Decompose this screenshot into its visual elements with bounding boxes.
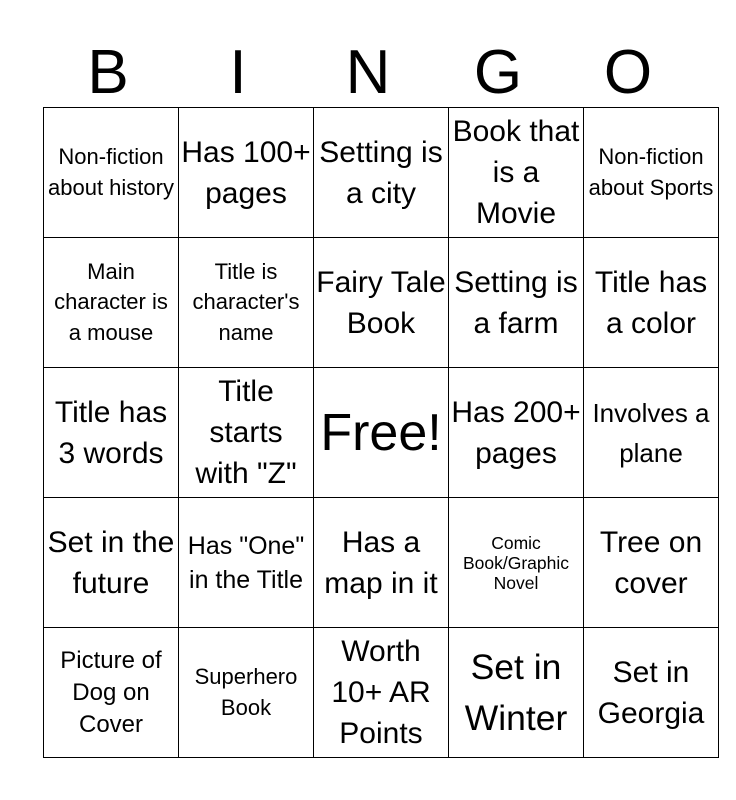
bingo-cell[interactable] [44, 628, 179, 758]
bingo-cell[interactable] [314, 498, 449, 628]
cell-text: Set in Georgia [597, 655, 705, 730]
bingo-cell[interactable] [584, 108, 719, 238]
header-letter-n: N [345, 38, 391, 107]
cell-text: Tree on cover [599, 525, 703, 600]
free-space-cell[interactable] [314, 368, 449, 498]
bingo-cell[interactable] [179, 108, 314, 238]
bingo-cell[interactable] [449, 368, 584, 498]
bingo-cell[interactable] [584, 498, 719, 628]
cell-text: Has "One" in the Title [187, 531, 305, 594]
free-space-text: Free! [320, 403, 442, 462]
header-letter-g: G [473, 38, 523, 107]
bingo-cell[interactable] [314, 108, 449, 238]
bingo-cell[interactable] [44, 368, 179, 498]
cell-text: Setting is a farm [454, 265, 578, 340]
cell-text: Has 100+ pages [181, 135, 311, 210]
cell-text: Set in Winter [464, 646, 568, 738]
bingo-cell[interactable] [449, 238, 584, 368]
bingo-cell[interactable] [44, 498, 179, 628]
header-letter-b: B [87, 38, 129, 107]
cell-text: Title is character's name [192, 258, 300, 345]
cell-text: Non-fiction about history [48, 144, 174, 200]
cell-text: Title starts with "Z" [195, 375, 297, 490]
cell-text: Has 200+ pages [451, 395, 581, 470]
cell-text: Fairy Tale Book [316, 265, 446, 340]
bingo-cell[interactable] [44, 238, 179, 368]
bingo-cell[interactable] [449, 108, 584, 238]
cell-text: Main character is a mouse [54, 258, 168, 345]
cell-text: Title has a color [594, 265, 708, 340]
bingo-header [43, 40, 693, 106]
bingo-cell[interactable] [449, 628, 584, 758]
bingo-cell[interactable] [179, 498, 314, 628]
bingo-cell[interactable] [179, 238, 314, 368]
cell-text: Non-fiction about Sports [588, 144, 714, 200]
bingo-cell[interactable] [314, 238, 449, 368]
board-row [44, 628, 719, 758]
cell-text: Involves a plane [592, 397, 710, 468]
bingo-cell[interactable] [584, 628, 719, 758]
bingo-cell[interactable] [179, 368, 314, 498]
cell-text: Book that is a Movie [452, 115, 580, 230]
cell-text: Setting is a city [319, 135, 443, 210]
bingo-cell[interactable] [584, 368, 719, 498]
header-letter-i: I [229, 38, 247, 107]
bingo-cell[interactable] [449, 498, 584, 628]
header-letter-o: O [603, 38, 653, 107]
bingo-board [43, 107, 719, 758]
cell-text: Comic Book/Graphic Novel [462, 532, 570, 593]
board-row [44, 238, 719, 368]
bingo-cell[interactable] [179, 628, 314, 758]
cell-text: Picture of Dog on Cover [60, 646, 162, 738]
bingo-cell[interactable] [44, 108, 179, 238]
bingo-cell[interactable] [584, 238, 719, 368]
board-row [44, 368, 719, 498]
cell-text: Has a map in it [324, 525, 438, 600]
cell-text: Superhero Book [194, 664, 298, 720]
cell-text: Set in the future [47, 525, 175, 600]
cell-text: Worth 10+ AR Points [331, 635, 431, 750]
cell-text: Title has 3 words [54, 395, 168, 470]
board-row [44, 108, 719, 238]
bingo-cell[interactable] [314, 628, 449, 758]
board-row [44, 498, 719, 628]
